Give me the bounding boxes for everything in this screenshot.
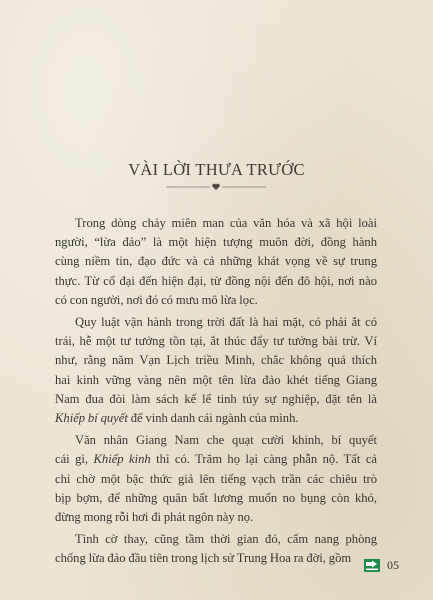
text-line: cùng niềm tin, đạo đức và cả những khát vọng về sự trung xyxy=(55,254,377,269)
paragraph xyxy=(55,431,377,527)
text-line: bịp bợm, để những quân bất lương muốn no bụng còn khó, xyxy=(55,490,377,505)
text-line: chỉ chờ một bậc thức giả lên tiếng vạch trần các chiêu trò xyxy=(55,471,377,486)
text-line: đừng mong rỗi hơi đi phát ngôn này nọ. xyxy=(55,510,254,525)
text-line: Quy luật vận hành trong trời đất là hai mặt, có phải ắt có xyxy=(75,315,377,330)
text-line: Tình cờ thay, cũng tầm thời gian đó, cẩm nang phòng xyxy=(75,532,377,547)
text-line: Trong dòng chảy miên man của văn hóa và xã hội loài xyxy=(75,216,377,230)
publisher-logo-icon xyxy=(364,559,380,572)
text-line: có con người, nơi đó có mưu mô lừa lọc. xyxy=(55,292,258,307)
paragraph xyxy=(55,530,377,568)
text-line: người, “lừa đảo” là một hiện tượng muôn đời, đồng hành xyxy=(55,235,377,250)
text-line: Khiếp bí quyết để vinh danh cái ngành của mình. xyxy=(55,411,299,426)
text-line: trái, hễ một tư tưởng tồn tại, ắt thúc đẩy tư tưởng bài trừ. Ví xyxy=(55,334,377,349)
chapter-heading: VÀI LỜI THƯA TRƯỚC xyxy=(128,160,305,179)
text-line: như, rằng năm Vạn Lịch triều Minh, chắc không quá thích xyxy=(55,353,377,368)
paragraph xyxy=(55,214,377,310)
text-line: chống lừa đảo đầu tiên trong lịch sử Trung Hoa ra đời, gồm xyxy=(55,551,352,566)
text-line: Văn nhân Giang Nam che quạt cười khinh, bí quyết xyxy=(75,433,377,448)
page-number: 05 xyxy=(387,558,399,572)
heart-divider-ornament-icon xyxy=(166,183,266,191)
body-text xyxy=(55,214,377,569)
text-line: Nam đua đòi làm sách kể lể tinh túy sự nghiệp, đặt tên là xyxy=(55,391,377,406)
text-line: thực. Từ cổ đại đến hiện đại, từ đồng nội đến đô hội, nơi nào xyxy=(55,273,377,288)
paragraph xyxy=(55,313,377,428)
text-line: cái gì, Khiếp kinh thì có. Trăm họ lại càng phẫn nộ. Tất cả xyxy=(55,452,377,467)
text-line: hai kinh vững vàng nên một tên lừa đảo khét tiếng Giang xyxy=(55,372,377,387)
